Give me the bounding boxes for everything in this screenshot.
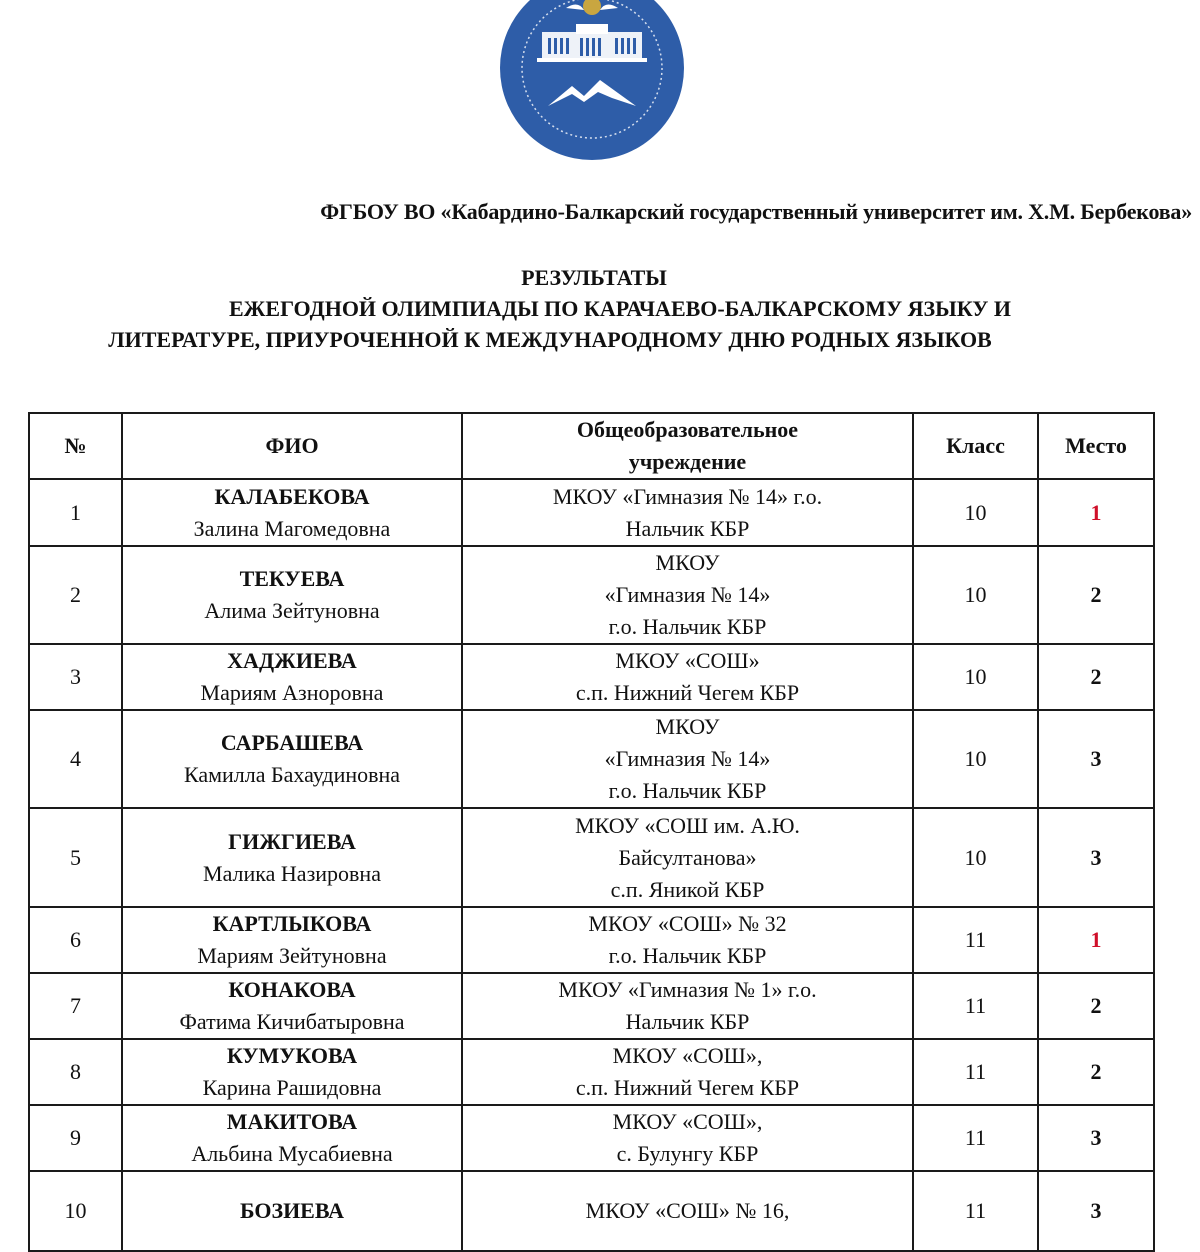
table-row: [29, 1105, 1154, 1171]
place-cell: 3: [1038, 1171, 1154, 1251]
place-cell: 3: [1038, 710, 1154, 808]
participant-given-names: Карина Рашидовна: [202, 1075, 382, 1100]
column-header-place: Место: [1038, 413, 1154, 479]
school-line: МКОУ «СОШ»: [615, 648, 760, 673]
participant-name: [122, 808, 462, 907]
participant-name: [122, 1039, 462, 1105]
participant-name: [122, 644, 462, 710]
school-line: МКОУ «СОШ»,: [612, 1109, 763, 1134]
organization-name: ФГБОУ ВО «Кабардино-Балкарский государственный университет им. Х.М. Бербекова»: [320, 199, 1192, 224]
participant-given-names: Залина Магомедовна: [193, 515, 391, 541]
table-row: [29, 479, 1154, 546]
column-header-school-line-1: Общеобразовательное: [576, 417, 799, 442]
participant-given-names: Камилла Бахаудиновна: [183, 762, 401, 787]
participant-name: [122, 973, 462, 1039]
school-line: МКОУ: [655, 714, 720, 739]
place-cell: 1: [1038, 907, 1154, 973]
document-title: [0, 262, 1200, 355]
participant-given-names: Мариям Зейтуновна: [197, 943, 387, 968]
grade-cell: 10: [913, 644, 1038, 710]
school-line: Нальчик КБР: [625, 515, 750, 541]
school-cell: [462, 973, 913, 1039]
participant-given-names: Альбина Мусабиевна: [191, 1141, 393, 1166]
grade-cell: 11: [913, 907, 1038, 973]
place-cell: 2: [1038, 1039, 1154, 1105]
school-line: МКОУ «СОШ» № 32: [588, 911, 787, 936]
school-line: с. Булунгу КБР: [616, 1141, 759, 1166]
row-number: 7: [29, 973, 122, 1039]
grade-cell: 11: [913, 1039, 1038, 1105]
row-number: 4: [29, 710, 122, 808]
row-number: 2: [29, 546, 122, 644]
school-line: с.п. Нижний Чегем КБР: [575, 1075, 800, 1100]
participant-surname: ХАДЖИЕВА: [227, 648, 357, 673]
school-line: МКОУ «Гимназия № 1» г.о.: [558, 977, 817, 1002]
school-cell: [462, 808, 913, 907]
school-cell: [462, 1039, 913, 1105]
participant-surname: САРБАШЕВА: [220, 730, 364, 755]
title-line-1: РЕЗУЛЬТАТЫ: [521, 265, 667, 290]
participant-given-names: Мариям Азноровна: [200, 680, 384, 705]
results-table: [28, 412, 1155, 1252]
school-line: г.о. Нальчик КБР: [608, 778, 767, 803]
participant-surname: ТЕКУЕВА: [239, 566, 345, 591]
participant-name: [122, 907, 462, 973]
school-line: Нальчик КБР: [625, 1009, 750, 1034]
row-number: 8: [29, 1039, 122, 1105]
school-line: «Гимназия № 14»: [604, 746, 771, 771]
participant-surname: БОЗИЕВА: [239, 1198, 345, 1223]
participant-surname: ГИЖГИЕВА: [228, 828, 356, 854]
column-header-grade: Класс: [913, 413, 1038, 479]
row-number: 3: [29, 644, 122, 710]
participant-name: [122, 1105, 462, 1171]
school-cell: [462, 479, 913, 546]
participant-surname: МАКИТОВА: [226, 1109, 358, 1134]
participant-name: [122, 479, 462, 546]
grade-cell: 11: [913, 1171, 1038, 1251]
table-row: [29, 907, 1154, 973]
participant-given-names: Малика Назировна: [203, 860, 381, 886]
row-number: 9: [29, 1105, 122, 1171]
title-line-3: ЛИТЕРАТУРЕ, ПРИУРОЧЕННОЙ К МЕЖДУНАРОДНОМУ ДНЮ РОДНЫХ ЯЗЫКОВ: [108, 327, 992, 352]
school-line: Байсултанова»: [618, 844, 757, 870]
table-header-row: [29, 413, 1154, 479]
school-cell: [462, 710, 913, 808]
participant-surname: КАРТЛЫКОВА: [212, 911, 372, 936]
participant-given-names: Алима Зейтуновна: [204, 598, 380, 623]
participant-name: [122, 1171, 462, 1251]
row-number: 10: [29, 1171, 122, 1251]
grade-cell: 10: [913, 546, 1038, 644]
table-row: [29, 1171, 1154, 1251]
participant-surname: КУМУКОВА: [226, 1043, 358, 1068]
participant-surname: КАЛАБЕКОВА: [214, 483, 370, 509]
place-cell: 3: [1038, 1105, 1154, 1171]
school-line: МКОУ «СОШ им. А.Ю.: [575, 812, 800, 838]
school-line: МКОУ «СОШ»,: [612, 1043, 763, 1068]
school-cell: [462, 546, 913, 644]
table-row: [29, 1039, 1154, 1105]
school-line: МКОУ «Гимназия № 14» г.о.: [552, 483, 823, 509]
grade-cell: 10: [913, 710, 1038, 808]
participant-given-names: Фатима Кичибатыровна: [179, 1009, 405, 1034]
title-line-2: ЕЖЕГОДНОЙ ОЛИМПИАДЫ ПО КАРАЧАЕВО-БАЛКАРСКОМУ ЯЗЫКУ И: [229, 296, 1011, 321]
column-header-school: [462, 413, 913, 479]
school-line: с.п. Нижний Чегем КБР: [575, 680, 800, 705]
participant-name: [122, 710, 462, 808]
grade-cell: 11: [913, 973, 1038, 1039]
column-header-number: №: [29, 413, 122, 479]
grade-cell: 11: [913, 1105, 1038, 1171]
school-line: г.о. Нальчик КБР: [608, 614, 767, 639]
participant-name: [122, 546, 462, 644]
grade-cell: 10: [913, 479, 1038, 546]
university-emblem-icon: [492, 0, 692, 160]
school-cell: [462, 1105, 913, 1171]
row-number: 1: [29, 479, 122, 546]
place-cell: 2: [1038, 546, 1154, 644]
school-cell: [462, 1171, 913, 1251]
grade-cell: 10: [913, 808, 1038, 907]
place-cell: 2: [1038, 973, 1154, 1039]
column-header-school-line-2: учреждение: [628, 449, 747, 474]
table-row: [29, 808, 1154, 907]
school-line: МКОУ «СОШ» № 16,: [585, 1198, 790, 1223]
school-cell: [462, 644, 913, 710]
school-line: «Гимназия № 14»: [604, 582, 771, 607]
table-row: [29, 973, 1154, 1039]
school-cell: [462, 907, 913, 973]
table-row: [29, 644, 1154, 710]
row-number: 6: [29, 907, 122, 973]
school-line: г.о. Нальчик КБР: [608, 943, 767, 968]
place-cell: 3: [1038, 808, 1154, 907]
table-row: [29, 710, 1154, 808]
school-line: с.п. Яникой КБР: [610, 876, 765, 902]
school-line: МКОУ: [655, 550, 720, 575]
participant-surname: КОНАКОВА: [228, 977, 356, 1002]
row-number: 5: [29, 808, 122, 907]
place-cell: 2: [1038, 644, 1154, 710]
table-row: [29, 546, 1154, 644]
place-cell: 1: [1038, 479, 1154, 546]
column-header-name: ФИО: [122, 413, 462, 479]
